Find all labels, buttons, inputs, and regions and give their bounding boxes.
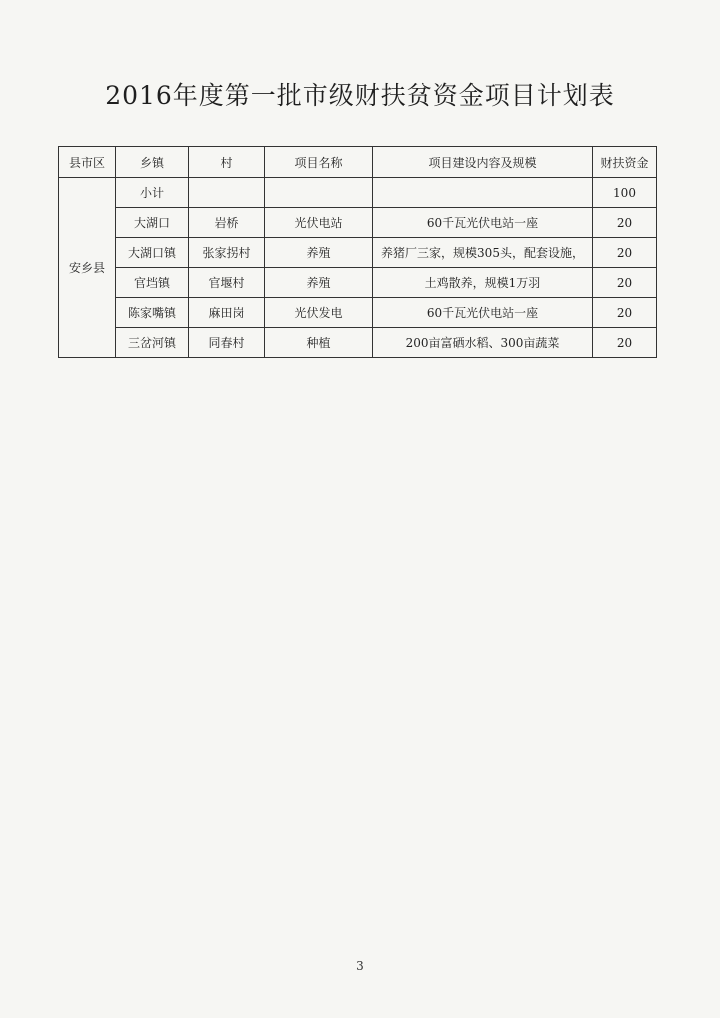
amount-cell: 20: [593, 208, 657, 238]
header-village: 村: [189, 147, 265, 178]
header-town: 乡镇: [116, 147, 189, 178]
header-funding: 财扶资金: [593, 147, 657, 178]
county-cell: 安乡县: [59, 178, 116, 358]
content-cell: 200亩富硒水稻、300亩蔬菜: [373, 328, 593, 358]
village-cell: 岩桥: [189, 208, 265, 238]
content-cell: 养猪厂三家，规模305头，配套设施，: [373, 238, 593, 268]
village-cell: 同春村: [189, 328, 265, 358]
project-cell: 养殖: [265, 268, 373, 298]
table-row: [59, 298, 657, 328]
table-row: [59, 268, 657, 298]
village-cell: 麻田岗: [189, 298, 265, 328]
funding-plan-table: [58, 146, 657, 358]
project-cell: 光伏电站: [265, 208, 373, 238]
subtotal-project-empty: [265, 178, 373, 208]
table-row: [59, 238, 657, 268]
amount-cell: 20: [593, 238, 657, 268]
page-title: 2016年度第一批市级财扶贫资金项目计划表: [105, 81, 615, 110]
amount-cell: 20: [593, 268, 657, 298]
town-cell: 大湖口: [116, 208, 189, 238]
project-cell: 养殖: [265, 238, 373, 268]
subtotal-row: [59, 178, 657, 208]
header-project-name: 项目名称: [265, 147, 373, 178]
table-row: [59, 328, 657, 358]
amount-cell: 20: [593, 328, 657, 358]
project-cell: 光伏发电: [265, 298, 373, 328]
village-cell: 官堰村: [189, 268, 265, 298]
town-cell: 大湖口镇: [116, 238, 189, 268]
table-row: [59, 208, 657, 238]
town-cell: 官垱镇: [116, 268, 189, 298]
subtotal-amount: 100: [593, 178, 657, 208]
header-county: 县市区: [59, 147, 116, 178]
town-cell: 三岔河镇: [116, 328, 189, 358]
subtotal-label: 小计: [116, 178, 189, 208]
town-cell: 陈家嘴镇: [116, 298, 189, 328]
page-number: 3: [356, 959, 364, 973]
table-header-row: [59, 147, 657, 178]
project-cell: 种植: [265, 328, 373, 358]
village-cell: 张家拐村: [189, 238, 265, 268]
content-cell: 60千瓦光伏电站一座: [373, 208, 593, 238]
content-cell: 土鸡散养，规模1万羽: [373, 268, 593, 298]
content-cell: 60千瓦光伏电站一座: [373, 298, 593, 328]
header-project-content: 项目建设内容及规模: [373, 147, 593, 178]
subtotal-content-empty: [373, 178, 593, 208]
amount-cell: 20: [593, 298, 657, 328]
subtotal-village-empty: [189, 178, 265, 208]
